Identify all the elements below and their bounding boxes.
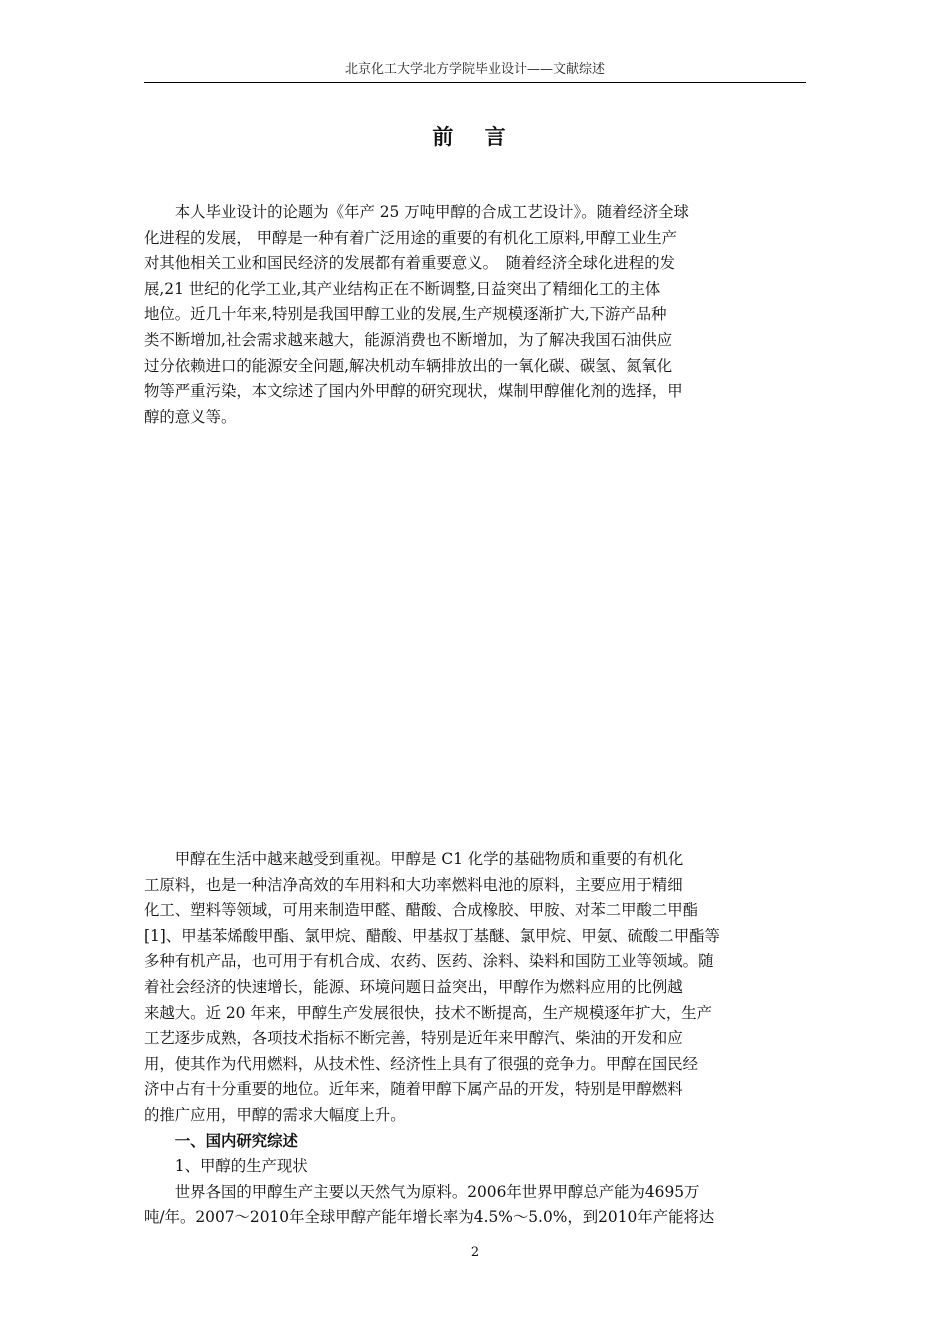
body-line: 的推广应用，甲醇的需求大幅度上升。 <box>144 1105 406 1124</box>
intro-line: 展,21 世纪的化学工业,其产业结构正在不断调整,日益突出了精细化工的主体 <box>144 279 661 298</box>
body-line: 甲醇在生活中越来越受到重视。甲醇是 C1 化学的基础物质和重要的有机化 <box>144 850 684 868</box>
production-line: 世界各国的甲醇生产主要以天然气为原料。2006年世界甲醇总产能为4695万 <box>144 1182 700 1201</box>
body-line: 工原料，也是一种洁净高效的车用料和大功率燃料电池的原料，主要应用于精细 <box>144 875 683 894</box>
body-section <box>144 847 806 1231</box>
intro-line: 类不断增加,社会需求越来越大，能源消费也不断增加，为了解决我国石油供应 <box>144 330 673 349</box>
production-line: 吨/年。2007～2010年全球甲醇产能年增长率为4.5%～5.0%，到2010年产能将达 <box>144 1208 715 1227</box>
header-rule <box>144 82 806 83</box>
subsection-heading: 1、甲醇的生产现状 <box>144 1157 308 1176</box>
body-line: 着社会经济的快速增长，能源、环境问题日益突出，甲醇作为燃料应用的比例越 <box>144 977 683 996</box>
intro-line: 地位。近几十年来,特别是我国甲醇工业的发展,生产规模逐渐扩大,下游产品种 <box>144 305 667 324</box>
intro-line: 对其他相关工业和国民经济的发展都有着重要意义。 随着经济全球化进程的发 <box>144 254 675 273</box>
body-line: 多种有机产品，也可用于有机合成、农药、医药、涂料、染料和国防工业等领域。随 <box>144 952 714 971</box>
page-title: 前 言 <box>432 124 518 149</box>
body-line: 济中占有十分重要的地位。近年来，随着甲醇下属产品的开发，特别是甲醇燃料 <box>144 1080 683 1099</box>
body-line: 用，使其作为代用燃料，从技术性、经济性上具有了很强的竞争力。甲醇在国民经 <box>144 1054 699 1073</box>
body-line: 工艺逐步成熟，各项技术指标不断完善，特别是近年来甲醇汽、柴油的开发和应 <box>144 1029 683 1048</box>
body-line: 来越大。近 20 年来，甲醇生产发展很快，技术不断提高，生产规模逐年扩大，生产 <box>144 1003 713 1022</box>
body-line: [1]、甲基苯烯酸甲酯、氯甲烷、醋酸、甲基叔丁基醚、氯甲烷、甲氨、硫酸二甲酯等 <box>144 926 720 945</box>
intro-line: 化进程的发展， 甲醇是一种有着广泛用途的重要的有机化工原料,甲醇工业生产 <box>144 228 678 247</box>
section-heading: 一、国内研究综述 <box>144 1131 298 1150</box>
intro-line: 醇的意义等。 <box>144 407 237 426</box>
page-header: 北京化工大学北方学院毕业设计——文献综述 <box>344 62 605 77</box>
intro-line: 物等严重污染，本文综述了国内外甲醇的研究现状，煤制甲醇催化剂的选择，甲 <box>144 382 683 401</box>
body-line: 化工、塑料等领域，可用来制造甲醛、醋酸、合成橡胶、甲胺、对苯二甲酸二甲酯 <box>144 901 699 920</box>
intro-paragraph <box>144 200 806 430</box>
page-number: 2 <box>470 1245 480 1260</box>
intro-line: 本人毕业设计的论题为《年产 25 万吨甲醇的合成工艺设计》。随着经济全球 <box>144 203 689 221</box>
intro-line: 过分依赖进口的能源安全问题,解决机动车辆排放出的一氧化碳、碳氢、氮氧化 <box>144 356 673 375</box>
